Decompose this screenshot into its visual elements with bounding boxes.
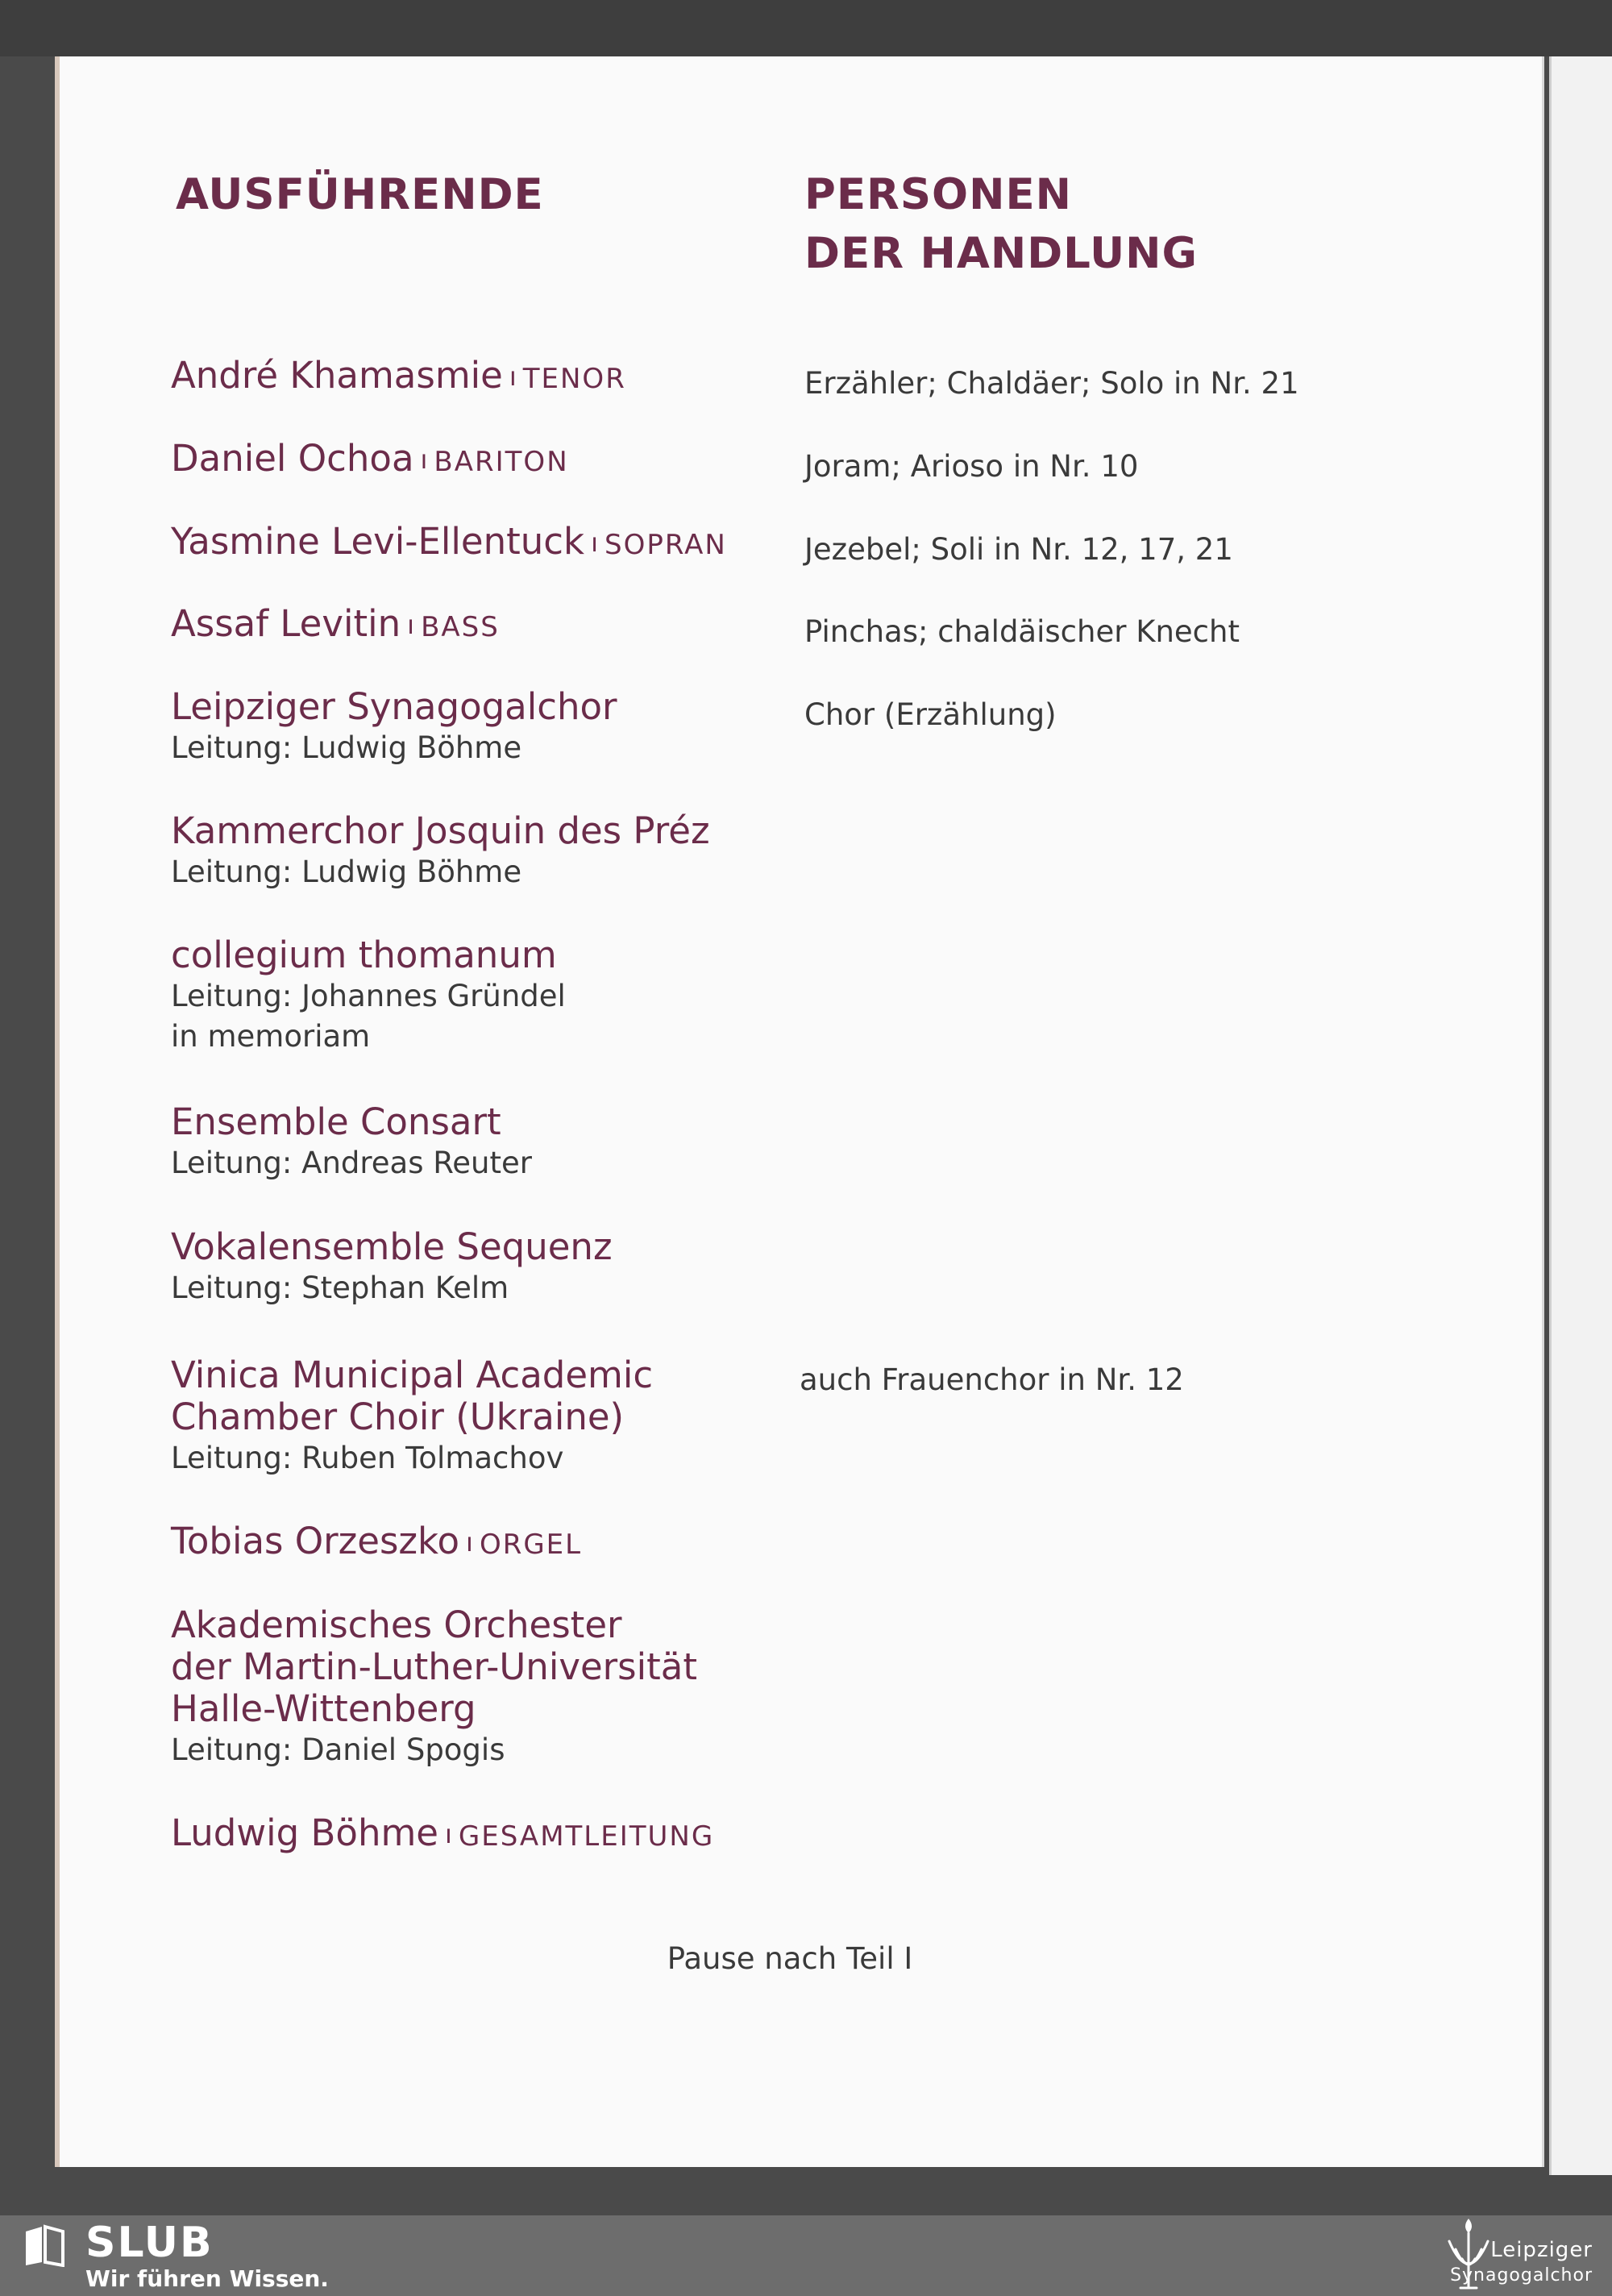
intermission-note: Pause nach Teil I <box>667 1941 913 1976</box>
performer-name-line <box>171 1520 800 1566</box>
performer-name: Kammerchor Josquin des Préz <box>171 809 710 852</box>
conductor-note: in memoriam <box>171 1019 371 1054</box>
conductor-line: Leitung: Johannes Gründel <box>171 979 566 1013</box>
performer-entry <box>171 810 800 892</box>
performer-name: Vokalensemble Sequenz <box>171 1225 613 1268</box>
separator-mark: ı <box>509 361 517 392</box>
performer-name-line <box>171 438 800 483</box>
performer-name: Tobias Orzeszko <box>171 1520 460 1562</box>
conductor-line: Leitung: Andreas Reuter <box>171 1146 532 1180</box>
separator-mark: ı <box>591 527 598 558</box>
character-role: Chor (Erzählung) <box>804 697 1057 732</box>
heading-performers: AUSFÜHRENDE <box>176 170 544 219</box>
conductor-line: Leitung: Stephan Kelm <box>171 1271 509 1305</box>
performer-entry <box>171 1226 800 1308</box>
performer-name: André Khamasmie <box>171 354 503 397</box>
heading-characters-line1: PERSONEN <box>804 170 1073 219</box>
character-role: Erzähler; Chaldäer; Solo in Nr. 21 <box>804 366 1299 401</box>
choir-logo-line1: Leipziger <box>1490 2238 1593 2262</box>
performer-entry <box>171 1604 800 1770</box>
facing-page-edge <box>1549 56 1612 2175</box>
voice-type: TENOR <box>522 363 626 395</box>
performer-name-line3: Halle-Wittenberg <box>171 1687 476 1730</box>
performer-entry <box>171 1520 800 1566</box>
separator-mark: ı <box>420 444 428 475</box>
performer-name-line <box>171 355 800 400</box>
performer-entry <box>171 355 800 400</box>
performer-entry <box>171 1812 800 1857</box>
performer-name: Ludwig Böhme <box>171 1811 438 1854</box>
performer-name-line <box>171 1812 800 1857</box>
performer-entry <box>171 686 800 768</box>
character-role: Joram; Arioso in Nr. 10 <box>804 449 1139 484</box>
choir-logo-line2: Synagogalchor <box>1450 2265 1593 2286</box>
voice-type: GESAMTLEITUNG <box>458 1820 715 1853</box>
performer-name-line1: Vinica Municipal Academic <box>171 1354 654 1396</box>
performer-name-line2: Chamber Choir (Ukraine) <box>171 1395 625 1438</box>
heading-characters <box>804 165 1198 283</box>
conductor-line: Leitung: Ludwig Böhme <box>171 730 522 765</box>
performer-name: Yasmine Levi-Ellentuck <box>171 520 585 563</box>
character-role: auch Frauenchor in Nr. 12 <box>800 1362 1184 1397</box>
conductor-line: Leitung: Ludwig Böhme <box>171 855 522 889</box>
book-icon <box>23 2223 66 2267</box>
performer-entry <box>171 1101 800 1183</box>
performer-name: Ensemble Consart <box>171 1100 501 1143</box>
scan-background-top <box>0 0 1612 56</box>
library-claim: Wir führen Wissen. <box>85 2265 329 2292</box>
performer-entry <box>171 438 800 483</box>
separator-mark: ı <box>445 1819 452 1849</box>
performer-name: collegium thomanum <box>171 934 557 976</box>
separator-mark: ı <box>407 609 415 640</box>
character-role: Jezebel; Soli in Nr. 12, 17, 21 <box>804 532 1233 567</box>
performer-entry <box>171 603 800 648</box>
voice-type: ORGEL <box>479 1529 583 1561</box>
performer-name: Assaf Levitin <box>171 602 401 645</box>
conductor-line: Leitung: Ruben Tolmachov <box>171 1441 564 1475</box>
character-role: Pinchas; chaldäischer Knecht <box>804 614 1240 649</box>
voice-type: SOPRAN <box>604 529 727 561</box>
separator-mark: ı <box>466 1527 473 1558</box>
library-name: SLUB <box>85 2219 214 2267</box>
performer-name-line2: der Martin-Luther-Universität <box>171 1645 697 1688</box>
performer-entry <box>171 934 800 1057</box>
performer-name-line <box>171 603 800 648</box>
performer-entry <box>171 1354 800 1479</box>
performer-name: Leipziger Synagogalchor <box>171 685 617 728</box>
voice-type: BARITON <box>434 446 569 478</box>
performer-entry <box>171 521 800 566</box>
performer-name: Daniel Ochoa <box>171 437 414 480</box>
performer-name-line1: Akademisches Orchester <box>171 1603 622 1646</box>
performer-name-line <box>171 521 800 566</box>
heading-characters-line2: DER HANDLUNG <box>804 229 1198 278</box>
conductor-line: Leitung: Daniel Spogis <box>171 1732 505 1767</box>
voice-type: BASS <box>421 611 500 643</box>
